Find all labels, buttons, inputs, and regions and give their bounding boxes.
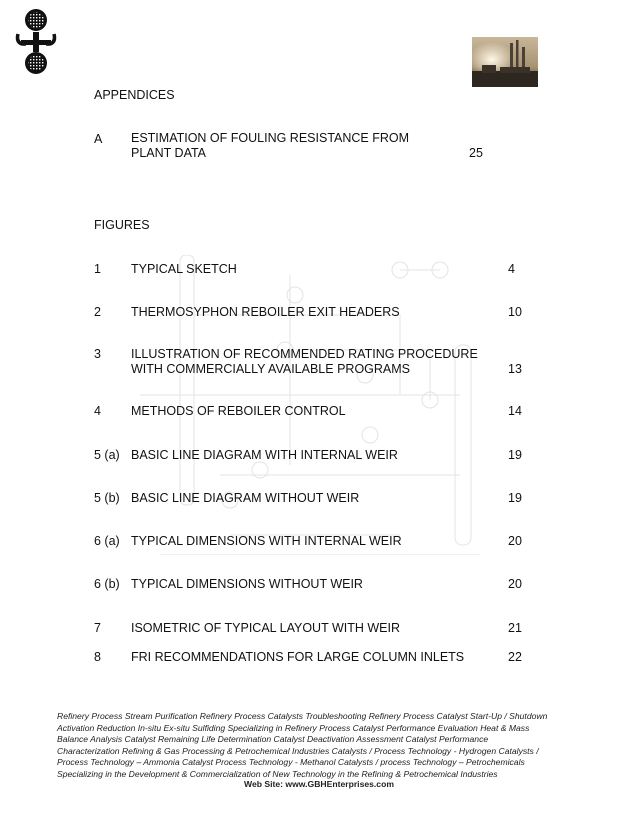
figure-title-line2: WITH COMMERCIALLY AVAILABLE PROGRAMS bbox=[131, 362, 410, 376]
figure-title: THERMOSYPHON REBOILER EXIT HEADERS bbox=[131, 305, 400, 319]
figure-number: 5 (b) bbox=[94, 491, 120, 505]
figure-page: 20 bbox=[508, 534, 522, 548]
figure-page: 22 bbox=[508, 650, 522, 664]
appendix-title-line1: ESTIMATION OF FOULING RESISTANCE FROM bbox=[131, 131, 410, 145]
figure-title: METHODS OF REBOILER CONTROL bbox=[131, 404, 346, 418]
footer-line: Characterization Refining & Gas Processing & Petrochemical Industries Catalysts / Process Technology - Hydrogen Catalysts / bbox=[57, 745, 539, 756]
figure-title: TYPICAL DIMENSIONS WITHOUT WEIR bbox=[131, 577, 363, 591]
figure-page: 14 bbox=[508, 404, 522, 418]
figure-page: 13 bbox=[508, 362, 522, 376]
figure-page: 19 bbox=[508, 491, 522, 505]
appendix-title-line2: PLANT DATA bbox=[131, 146, 207, 160]
figure-number: 5 (a) bbox=[94, 448, 120, 462]
figure-page: 19 bbox=[508, 448, 522, 462]
figures-heading: FIGURES bbox=[94, 218, 150, 232]
footer-line: Specializing in the Development & Commercialization of New Technology in the Refining & Petrochemical Industries bbox=[57, 768, 498, 779]
appendices-heading: APPENDICES bbox=[94, 88, 175, 102]
figure-number: 8 bbox=[94, 650, 101, 664]
figure-title: TYPICAL DIMENSIONS WITH INTERNAL WEIR bbox=[131, 534, 402, 548]
figure-number: 6 (a) bbox=[94, 534, 120, 548]
footer-line: Activation Reduction In-situ Ex-situ Sulfiding Specializing in Refinery Process Catalyst Performance Evaluation Heat & Mass bbox=[57, 722, 530, 733]
figure-title: ISOMETRIC OF TYPICAL LAYOUT WITH WEIR bbox=[131, 621, 401, 635]
appendix-letter: A bbox=[94, 132, 103, 146]
figure-page: 10 bbox=[508, 305, 522, 319]
footer-website[interactable]: Web Site: www.GBHEnterprises.com bbox=[244, 779, 394, 789]
figure-title: TYPICAL SKETCH bbox=[131, 262, 237, 276]
company-logo bbox=[12, 8, 60, 76]
figure-number: 2 bbox=[94, 305, 101, 319]
figure-title-line1: ILLUSTRATION OF RECOMMENDED RATING PROCEDURE bbox=[131, 347, 478, 361]
figure-page: 20 bbox=[508, 577, 522, 591]
figure-page: 21 bbox=[508, 621, 522, 635]
refinery-photo bbox=[472, 37, 538, 87]
figure-title: BASIC LINE DIAGRAM WITH INTERNAL WEIR bbox=[131, 448, 398, 462]
figure-number: 3 bbox=[94, 347, 101, 361]
figure-number: 4 bbox=[94, 404, 101, 418]
figure-title: BASIC LINE DIAGRAM WITHOUT WEIR bbox=[131, 491, 360, 505]
figure-number: 7 bbox=[94, 621, 101, 635]
footer-line: Refinery Process Stream Purification Refinery Process Catalysts Troubleshooting Refinery Process Catalyst Start-Up / Shutdown bbox=[57, 711, 548, 721]
figure-number: 1 bbox=[94, 262, 101, 276]
figure-number: 6 (b) bbox=[94, 577, 120, 591]
figure-page: 4 bbox=[508, 262, 515, 276]
figure-title: FRI RECOMMENDATIONS FOR LARGE COLUMN INLETS bbox=[131, 650, 465, 664]
footer-line: Process Technology – Ammonia Catalyst Process Technology - Methanol Catalysts / process Technology – Petrochemicals bbox=[57, 757, 525, 767]
footer-services-text bbox=[57, 711, 557, 780]
footer-line: Balance Analysis Catalyst Remaining Life Determination Catalyst Deactivation Assessment Catalyst Performance bbox=[57, 734, 489, 744]
appendix-title bbox=[131, 131, 409, 161]
figure-title bbox=[131, 347, 478, 377]
appendix-page: 25 bbox=[469, 146, 483, 160]
